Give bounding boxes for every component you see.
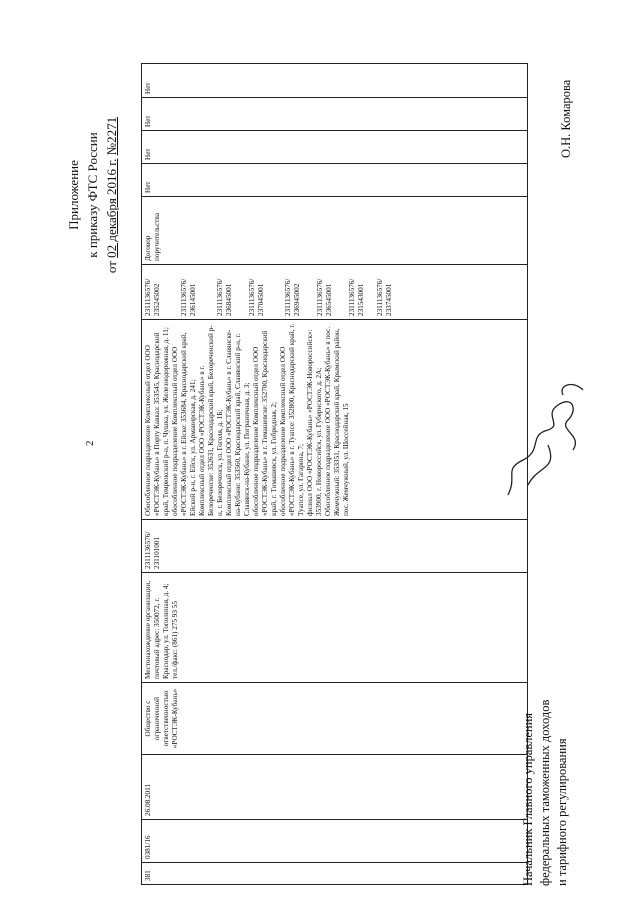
document-header: [64, 60, 121, 330]
signer-block: [520, 626, 571, 886]
branch-text: обособленное подразделение Комплексный отдел ООО «РОСТЭК-Кубань» в г. Тимашевске: 352700, Краснодарский край, г. Тимашевск, ул. Гибридная, 2;: [252, 330, 278, 516]
branch-text: филиал ООО «РОСТЭК-Кубань» «РОСТЭК-Новороссийск»: 353900, г. Новороссийск, ул. Губернского, д. 2А;: [306, 329, 323, 516]
header-date: 02 декабря 2016 г.: [104, 158, 119, 258]
branch-text: Обособленное подразделение ООО «РОСТЭК-Кубань» в пос. Жемчужный: 353351, Краснодарский край, Крымский район, пос. Жемчужный, ул. Шоссейная, 15: [324, 326, 350, 516]
cell-basis: Договор поручительства: [142, 196, 527, 264]
branch-text: Комплексный отдел ООО «РОСТЭК-Кубань» в г. Славянске-на-Кубани: 353560, Краснодарский край, Славянский р-н, г. Славянск-на-Кубани, ул. Пограничная, д. 3;: [225, 329, 251, 516]
signer-line1: Начальник Главного управления: [521, 712, 535, 886]
page-number: 2: [84, 440, 96, 446]
cell-flag: Нет: [142, 130, 527, 163]
branch-text: обособленное подразделение Комплексный отдел ООО «РОСТЭК-Кубань» в г. Туапсе: 352800, Краснодарский край, г. Туапсе, ул. Гагарина, 7;: [279, 323, 305, 516]
branch-text: Комплексный отдел ООО «РОСТЭК-Кубань» в г. Белореченске: 352631, Краснодарский край, Белореченский р-н, г. Белореченск, ул. Гоголя, д. 1Б;: [198, 325, 224, 516]
signer-name: О.Н. Комарова: [559, 79, 573, 158]
branch-code: 2311136576/ 231543001: [348, 278, 365, 316]
branch-code: 2311136576/ 236845001: [216, 278, 233, 316]
header-order-no: №2271: [104, 116, 119, 156]
cell-flag: Нет: [142, 97, 527, 130]
cell-reg-no: 0381/16: [142, 819, 527, 862]
branch-code: 2311136576/ 237045001: [248, 278, 265, 316]
branch-code: 2311136576/ 235245002: [144, 278, 161, 316]
branch-text: обособленное подразделение Комплексный отдел ООО «РОСТЭК-Кубань» в г. Ейске: 353684, Краснодарский край, Ейский р-н, г. Ейск, ул. Армавирская, д. 241;: [171, 332, 197, 516]
registry-table: [141, 63, 528, 885]
cell-inn-kpp: 2311136576/ 231101001: [142, 519, 527, 572]
header-line2: к приказу ФТС России: [85, 132, 100, 258]
header-line3: [102, 60, 121, 330]
handwritten-signature: [488, 375, 598, 505]
cell-flag: Нет: [144, 82, 152, 94]
cell-num: 381: [142, 862, 527, 884]
cell-flag: Нет: [142, 163, 527, 196]
branch-code: 2311136576/ 236145001: [180, 278, 197, 316]
header-line1: Приложение: [66, 160, 81, 230]
header-prefix: от: [104, 261, 119, 274]
branch-code: 2311136576/ 236945002: [284, 278, 301, 316]
cell-branches: [142, 319, 527, 519]
table-row: [142, 64, 528, 884]
cell-date: 26.08.2011: [142, 754, 527, 819]
signer-line2: федеральных таможенных доходов: [538, 699, 552, 886]
cell-address: Местонахождение организации, почтовый адрес: 350072, г. Краснодар, ул. Тополиная, д. 4; тел./факс: (861) 275 93 55: [142, 572, 527, 682]
branch-code: 2311136576/ 236545001: [316, 278, 333, 316]
branch-text: Обособленное подразделение Комплексный отдел ООО «РОСТЭК-Кубань» в Порту Кавказ: 353545, Краснодарский край, Темрюкский р-н, п. Чушка, ул. Железнодорожная, д. 11;: [144, 327, 170, 516]
cell-branch-codes: [142, 264, 527, 319]
branch-code: 2311136576/ 233745001: [376, 278, 393, 316]
cell-name: Общество с ограниченной ответственностью «РОСТЭК-Кубань»: [142, 682, 527, 754]
signer-line3: и тарифного регулирования: [555, 738, 569, 886]
